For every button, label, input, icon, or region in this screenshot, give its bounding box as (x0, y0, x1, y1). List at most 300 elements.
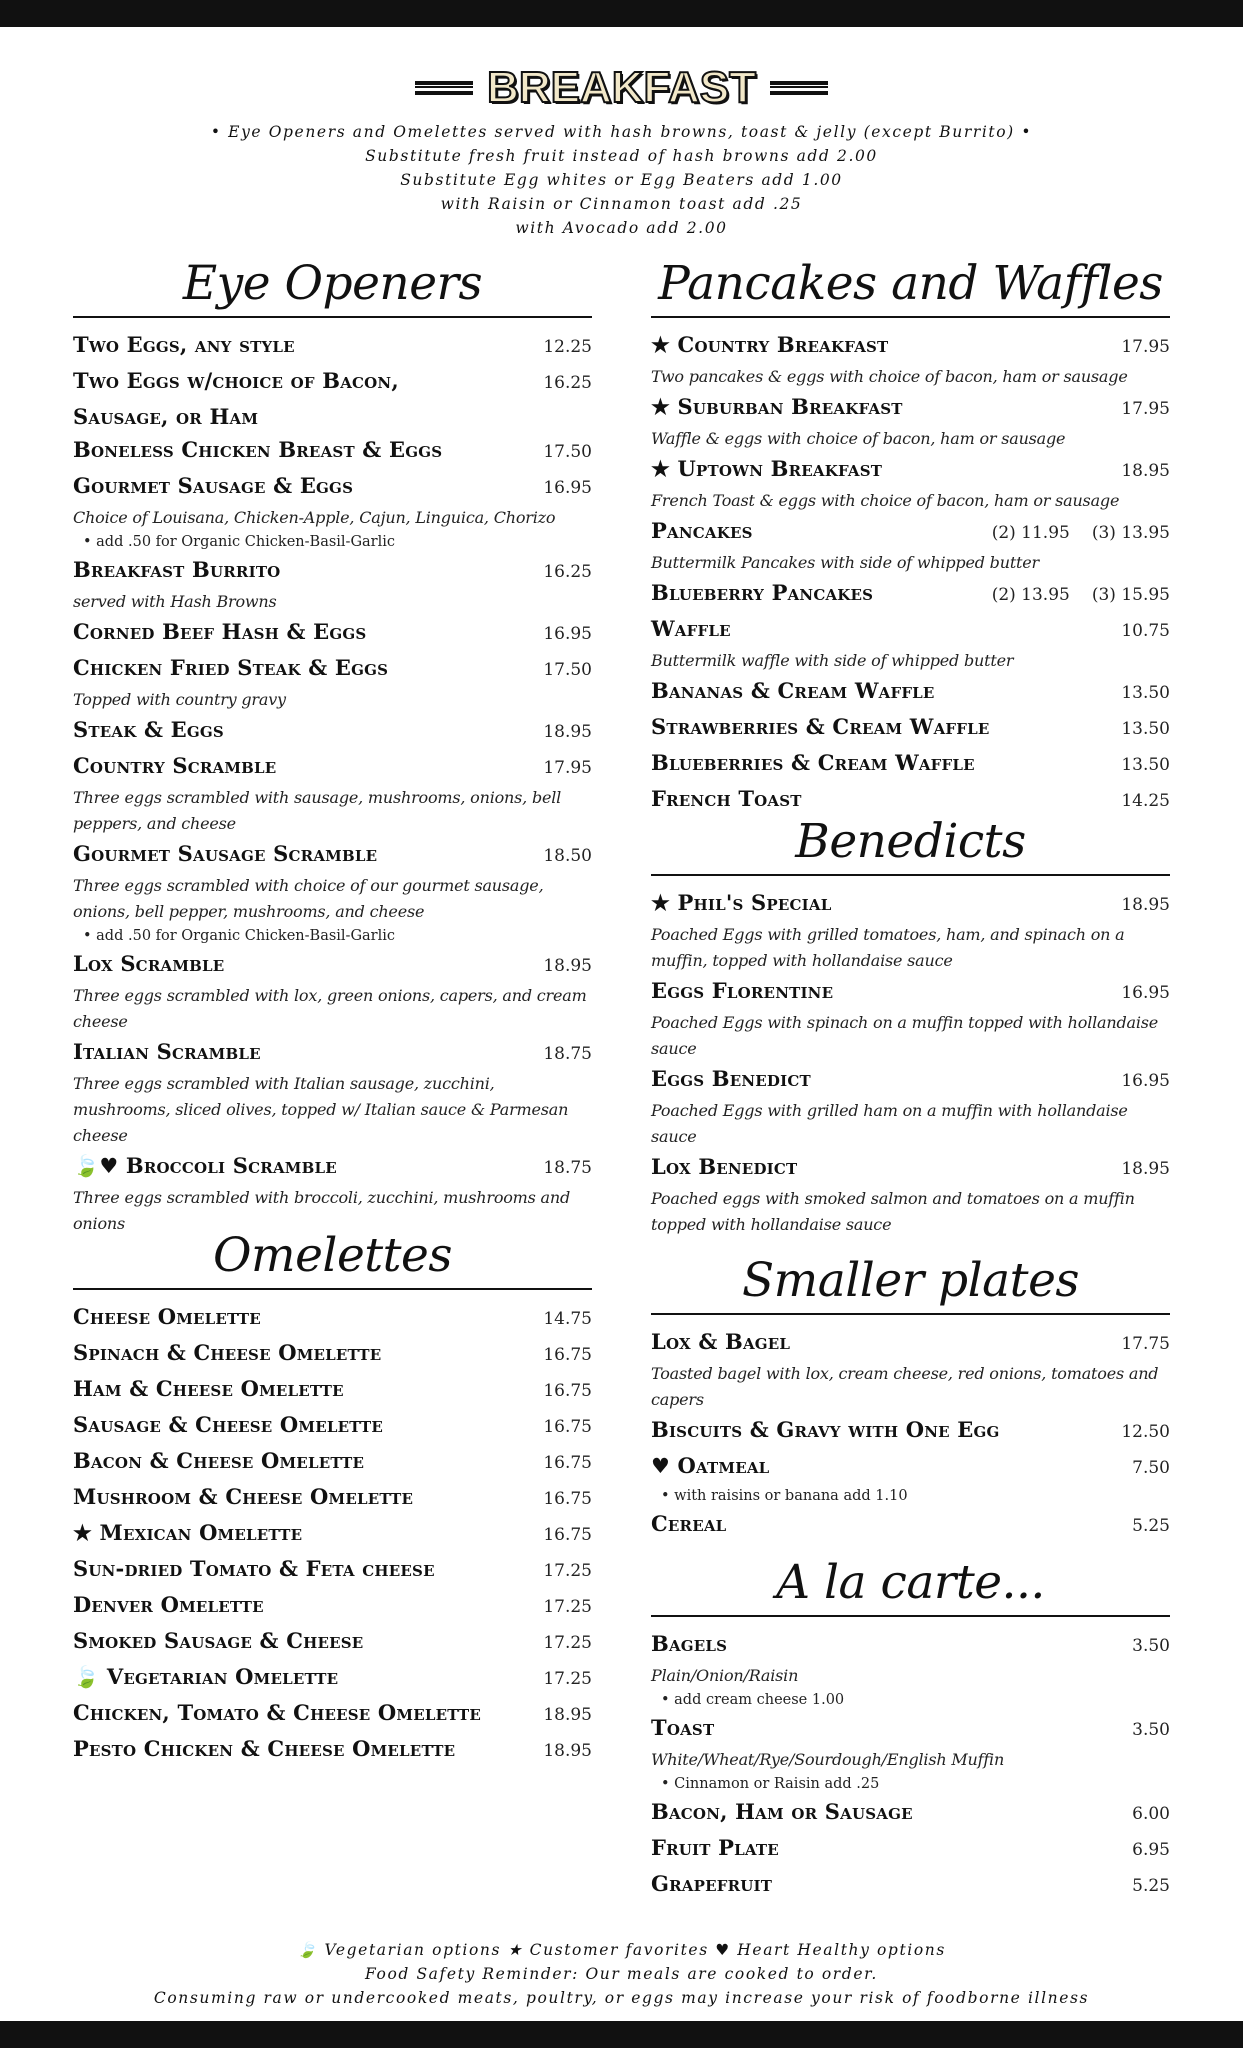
price-value: 6.95 (1132, 1840, 1170, 1860)
item-description: Three eggs scrambled with Italian sausage, zucchini, mushrooms, sliced olives, topped w/ Italian sauce & Parmesan cheese (73, 1074, 569, 1145)
price-value: 17.95 (543, 758, 592, 778)
item-name: Sausage & Cheese Omelette (73, 1412, 384, 1437)
price-value: 13.50 (1121, 755, 1170, 775)
item-price (543, 1375, 592, 1408)
item-price (543, 1038, 592, 1071)
item-name: Biscuits & Gravy with One Egg (651, 1417, 1000, 1442)
item-price (1121, 1153, 1170, 1186)
menu-item-row (73, 1624, 592, 1660)
menu-item-row (73, 364, 592, 400)
menu-item (73, 749, 592, 837)
menu-item (73, 1035, 592, 1149)
item-price (543, 1411, 592, 1444)
price-value: 18.95 (1121, 1159, 1170, 1179)
menu-item-row (73, 837, 592, 873)
menu-item-row (73, 1336, 592, 1372)
menu-item (651, 974, 1170, 1062)
menu-item-row (73, 1300, 592, 1336)
item-price (1121, 455, 1170, 488)
item-name: Lox & Bagel (651, 1329, 791, 1354)
item-name: ★ Mexican Omelette (73, 1520, 303, 1545)
price-value: 13.50 (1121, 719, 1170, 739)
menu-item (73, 713, 592, 749)
item-description: Three eggs scrambled with broccoli, zucchini, mushrooms and onions (73, 1188, 571, 1233)
item-price (543, 716, 592, 749)
menu-item-row (73, 1480, 592, 1516)
menu-item-row (651, 746, 1170, 782)
item-name: ★ Suburban Breakfast (651, 394, 903, 419)
item-price (543, 1663, 592, 1696)
title-row (0, 58, 1243, 118)
item-price (543, 1519, 592, 1552)
item-name: ♥ Oatmeal (651, 1453, 770, 1478)
item-description: Three eggs scrambled with lox, green onions, capers, and cream cheese (73, 986, 587, 1031)
item-price (1121, 889, 1170, 922)
menu-item-row (651, 1413, 1170, 1449)
item-name: Bananas & Cream Waffle (651, 678, 935, 703)
item-name: Cereal (651, 1511, 727, 1536)
menu-item-row (651, 452, 1170, 488)
item-price (1121, 749, 1170, 782)
item-price (543, 367, 592, 400)
item-price (1132, 1870, 1170, 1903)
menu-item-row (651, 1325, 1170, 1361)
header-note: with Avocado add 2.00 (515, 219, 728, 237)
menu-item (73, 615, 592, 651)
price-value: 16.75 (543, 1417, 592, 1437)
footer-legend: 🍃 Vegetarian options ★ Customer favorites ♥ Heart Healthy options (297, 1941, 946, 1959)
section-eye-openers (73, 254, 592, 1237)
price-value: 12.25 (543, 337, 592, 357)
item-name: Lox Benedict (651, 1154, 798, 1179)
price-value: 18.75 (543, 1158, 592, 1178)
item-price (543, 1591, 592, 1624)
menu-footer (0, 1938, 1243, 2010)
price-value: 16.75 (543, 1489, 592, 1509)
item-name: Bacon, Ham or Sausage (651, 1799, 913, 1824)
item-name: Italian Scramble (73, 1039, 261, 1064)
menu-item (651, 452, 1170, 514)
item-price (543, 654, 592, 687)
item-name: Spinach & Cheese Omelette (73, 1340, 382, 1365)
section-title: Benedicts (795, 814, 1026, 869)
item-name: Blueberries & Cream Waffle (651, 750, 975, 775)
price-value: 17.25 (543, 1633, 592, 1653)
item-description: served with Hash Browns (73, 592, 277, 611)
menu-item (651, 1867, 1170, 1903)
title-ornament-left (415, 81, 473, 95)
menu-item (73, 1480, 592, 1516)
item-price (1121, 393, 1170, 426)
price-value: 7.50 (1132, 1458, 1170, 1478)
section-smaller-plates (651, 1251, 1170, 1543)
item-name: Chicken Fried Steak & Eggs (73, 655, 389, 680)
footer-food-safety: Food Safety Reminder: Our meals are cooked to order. (365, 1965, 878, 1983)
price-value: 17.95 (1121, 337, 1170, 357)
price-value: 18.95 (543, 1741, 592, 1761)
item-price (1132, 1452, 1170, 1485)
item-description: Choice of Louisana, Chicken-Apple, Cajun, Linguica, Chorizo (73, 508, 556, 527)
price-value: 6.00 (1132, 1804, 1170, 1824)
menu-item (651, 390, 1170, 452)
item-price (543, 1483, 592, 1516)
price-value: 14.25 (1121, 791, 1170, 811)
item-name: ★ Phil's Special (651, 890, 832, 915)
menu-item (651, 328, 1170, 390)
item-name: 🍃 Vegetarian Omelette (73, 1664, 339, 1689)
item-addon-note: • add .50 for Organic Chicken-Basil-Garlic (83, 534, 396, 550)
menu-item (651, 1150, 1170, 1238)
item-price (543, 618, 592, 651)
price-value: 16.25 (543, 562, 592, 582)
menu-item (651, 1062, 1170, 1150)
price-value: 18.95 (1121, 895, 1170, 915)
item-price (1132, 1630, 1170, 1663)
item-name: Bagels (651, 1631, 728, 1656)
price-value: 16.75 (543, 1345, 592, 1365)
section-divider (73, 316, 592, 318)
menu-item-row (651, 1795, 1170, 1831)
price-value: 10.75 (1121, 621, 1170, 641)
price-value: 18.95 (1121, 461, 1170, 481)
item-description: Poached Eggs with grilled ham on a muffin with hollandaise sauce (651, 1101, 1128, 1146)
section-title: Smaller plates (741, 1253, 1080, 1308)
section-omelettes (73, 1226, 592, 1768)
item-price (543, 436, 592, 469)
item-price (543, 472, 592, 505)
price-value: 16.95 (1121, 983, 1170, 1003)
menu-item (651, 886, 1170, 974)
item-name: Two Eggs w/choice of Bacon, (73, 368, 399, 393)
menu-item-row (651, 1150, 1170, 1186)
menu-item (651, 710, 1170, 746)
price-value: 3.50 (1132, 1720, 1170, 1740)
item-price (1132, 1834, 1170, 1867)
item-description: Poached Eggs with grilled tomatoes, ham, and spinach on a muffin, topped with hollandaise sauce (651, 925, 1125, 970)
item-name: Bacon & Cheese Omelette (73, 1448, 365, 1473)
menu-item-row (651, 1831, 1170, 1867)
price-value: 17.25 (543, 1669, 592, 1689)
menu-item-row (651, 886, 1170, 922)
item-price (1132, 1798, 1170, 1831)
item-name: Cheese Omelette (73, 1304, 261, 1329)
menu-item-row (73, 1372, 592, 1408)
price-value: 16.25 (543, 373, 592, 393)
header-notes (0, 120, 1243, 240)
item-name: Two Eggs, any style (73, 332, 295, 357)
menu-item (651, 612, 1170, 674)
item-name: Pesto Chicken & Cheese Omelette (73, 1736, 456, 1761)
footer-warning: Consuming raw or undercooked meats, poultry, or eggs may increase your risk of foodborne illness (153, 1989, 1090, 2007)
item-name: Gourmet Sausage & Eggs (73, 473, 354, 498)
item-name: French Toast (651, 786, 802, 811)
item-name: Lox Scramble (73, 951, 225, 976)
item-name: ★ Uptown Breakfast (651, 456, 883, 481)
menu-item (651, 1325, 1170, 1413)
menu-item-row (651, 1449, 1170, 1485)
price-value: 17.95 (1121, 399, 1170, 419)
item-price (1121, 677, 1170, 710)
menu-item-row (73, 749, 592, 785)
price-value: 16.75 (543, 1381, 592, 1401)
price-value: (2) 11.95 (991, 523, 1070, 543)
item-description: Topped with country gravy (73, 690, 286, 709)
item-name: Denver Omelette (73, 1592, 264, 1617)
item-description: Two pancakes & eggs with choice of bacon, ham or sausage (651, 367, 1128, 386)
menu-item-row (73, 1408, 592, 1444)
menu-item-row (651, 1507, 1170, 1543)
menu-item (73, 553, 592, 615)
menu-item (651, 1413, 1170, 1449)
menu-item-row (651, 328, 1170, 364)
menu-header (0, 58, 1243, 240)
price-value: 3.50 (1132, 1636, 1170, 1656)
title-ornament-right (770, 81, 828, 95)
item-name: Smoked Sausage & Cheese (73, 1628, 364, 1653)
price-value: 16.75 (543, 1453, 592, 1473)
item-name: Blueberry Pancakes (651, 580, 874, 605)
item-description: Plain/Onion/Raisin (651, 1666, 799, 1685)
menu-item-row (73, 1732, 592, 1768)
menu-item (73, 1660, 592, 1696)
menu-item (651, 1507, 1170, 1543)
item-description: Toasted bagel with lox, cream cheese, red onions, tomatoes and capers (651, 1364, 1159, 1409)
item-description: Waffle & eggs with choice of bacon, ham or sausage (651, 429, 1066, 448)
menu-item-row (651, 710, 1170, 746)
item-addon-note: • add .50 for Organic Chicken-Basil-Garlic (83, 928, 396, 944)
menu-item (73, 1444, 592, 1480)
price-value: 18.75 (543, 1044, 592, 1064)
menu-item-row (73, 615, 592, 651)
menu-item (73, 1300, 592, 1336)
item-description: Buttermilk Pancakes with side of whipped butter (651, 553, 1039, 572)
item-price (543, 331, 592, 364)
item-price (543, 1555, 592, 1588)
section-divider (73, 1288, 592, 1290)
menu-item-row (651, 974, 1170, 1010)
price-value: 16.95 (543, 624, 592, 644)
item-name: Ham & Cheese Omelette (73, 1376, 344, 1401)
item-price (543, 1339, 592, 1372)
item-name: Strawberries & Cream Waffle (651, 714, 990, 739)
item-description: Three eggs scrambled with choice of our gourmet sausage, onions, bell pepper, mushrooms, and cheese (73, 876, 544, 921)
item-price (1121, 615, 1170, 648)
menu-item (73, 328, 592, 364)
price-value: 18.50 (543, 846, 592, 866)
menu-item (73, 433, 592, 469)
menu-item-row (73, 1149, 592, 1185)
menu-item-row (651, 674, 1170, 710)
section-pancakes-and-waffles (651, 254, 1170, 818)
item-name: Toast (651, 1715, 715, 1740)
menu-item-row (651, 1627, 1170, 1663)
price-value: 17.25 (543, 1561, 592, 1581)
item-price (1132, 1510, 1170, 1543)
item-description: Three eggs scrambled with sausage, mushrooms, onions, bell peppers, and cheese (73, 788, 562, 833)
item-name: Waffle (651, 616, 731, 641)
menu-item (73, 651, 592, 713)
menu-item-row (73, 1516, 592, 1552)
item-description: French Toast & eggs with choice of bacon, ham or sausage (651, 491, 1120, 510)
price-value: 13.50 (1121, 683, 1170, 703)
price-value: 12.50 (1121, 1422, 1170, 1442)
menu-item (651, 746, 1170, 782)
bottom-border-bar (0, 2021, 1243, 2048)
item-name: ★ Country Breakfast (651, 332, 889, 357)
item-addon-note: • Cinnamon or Raisin add .25 (661, 1776, 880, 1792)
item-price (543, 752, 592, 785)
item-price (543, 840, 592, 873)
item-addon-note: • add cream cheese 1.00 (661, 1692, 845, 1708)
item-price (1121, 331, 1170, 364)
item-name: 🍃♥ Broccoli Scramble (73, 1153, 337, 1178)
price-value: 17.25 (543, 1597, 592, 1617)
menu-item-row (73, 1444, 592, 1480)
menu-item-row (73, 1552, 592, 1588)
menu-item (73, 1588, 592, 1624)
menu-item-row (651, 1711, 1170, 1747)
menu-item (73, 1372, 592, 1408)
item-price (992, 579, 1170, 612)
section-title: Omelettes (213, 1228, 452, 1283)
menu-item-row (73, 947, 592, 983)
item-price (543, 950, 592, 983)
item-price (543, 1303, 592, 1336)
menu-item-row (73, 469, 592, 505)
menu-item-row (651, 1867, 1170, 1903)
menu-item (73, 1516, 592, 1552)
menu-item (651, 1627, 1170, 1711)
item-name-continued: Sausage, or Ham (73, 404, 259, 429)
item-price (1132, 1714, 1170, 1747)
menu-item-row (651, 612, 1170, 648)
price-value-large: (3) 15.95 (1091, 585, 1170, 605)
menu-item-row (73, 1696, 592, 1732)
section-divider (651, 1313, 1170, 1315)
menu-item (651, 674, 1170, 710)
item-name: Boneless Chicken Breast & Eggs (73, 437, 443, 462)
item-name: Eggs Benedict (651, 1066, 811, 1091)
item-description: Poached eggs with smoked salmon and tomatoes on a muffin topped with hollandaise sauce (651, 1189, 1135, 1234)
menu-item (73, 364, 592, 433)
item-addon-note: • with raisins or banana add 1.10 (661, 1488, 908, 1504)
price-value: 16.75 (543, 1525, 592, 1545)
price-value: 18.95 (543, 956, 592, 976)
menu-item (651, 1711, 1170, 1795)
item-description: Poached Eggs with spinach on a muffin topped with hollandaise sauce (651, 1013, 1159, 1058)
menu-item (73, 1336, 592, 1372)
menu-item-row (73, 433, 592, 469)
menu-item-row (651, 576, 1170, 612)
item-description: Buttermilk waffle with side of whipped butter (651, 651, 1014, 670)
menu-item (651, 1831, 1170, 1867)
header-note: with Raisin or Cinnamon toast add .25 (440, 195, 803, 213)
price-value: 16.95 (543, 478, 592, 498)
menu-item (73, 1732, 592, 1768)
section-title: Eye Openers (182, 256, 483, 311)
price-value: 14.75 (543, 1309, 592, 1329)
price-value: 5.25 (1132, 1516, 1170, 1536)
price-value: 17.75 (1121, 1334, 1170, 1354)
item-price (543, 1152, 592, 1185)
menu-item-row (651, 390, 1170, 426)
page-title: BREAKFAST (487, 63, 756, 112)
section-divider (651, 1615, 1170, 1617)
header-note: Substitute fresh fruit instead of hash browns add 2.00 (365, 147, 878, 165)
item-price (543, 1699, 592, 1732)
menu-item-row (651, 514, 1170, 550)
header-note: Substitute Egg whites or Egg Beaters add 1.00 (400, 171, 843, 189)
menu-item (651, 1795, 1170, 1831)
item-price (543, 556, 592, 589)
top-border-bar (0, 0, 1243, 27)
item-price (1121, 977, 1170, 1010)
menu-item (73, 947, 592, 1035)
item-price (992, 517, 1170, 550)
menu-item-row (73, 1588, 592, 1624)
menu-item-row (73, 1035, 592, 1071)
price-value: 18.95 (543, 722, 592, 742)
menu-item (651, 1449, 1170, 1507)
item-name: Sun-dried Tomato & Feta cheese (73, 1556, 435, 1581)
menu-item (651, 576, 1170, 612)
item-name: Country Scramble (73, 753, 277, 778)
section-a-la-carte (651, 1553, 1170, 1903)
menu-item (73, 1624, 592, 1660)
price-value: 17.50 (543, 442, 592, 462)
price-value: 5.25 (1132, 1876, 1170, 1896)
item-name: Corned Beef Hash & Eggs (73, 619, 367, 644)
menu-item (73, 1149, 592, 1237)
item-name: Fruit Plate (651, 1835, 779, 1860)
section-divider (651, 316, 1170, 318)
item-name: Mushroom & Cheese Omelette (73, 1484, 414, 1509)
menu-item (73, 1552, 592, 1588)
menu-item-row (73, 651, 592, 687)
menu-item-row (73, 553, 592, 589)
menu-item-row (73, 713, 592, 749)
section-title: A la carte... (776, 1555, 1045, 1610)
item-name: Eggs Florentine (651, 978, 834, 1003)
item-price (1121, 1065, 1170, 1098)
menu-item (73, 469, 592, 553)
section-divider (651, 874, 1170, 876)
item-price (1121, 1328, 1170, 1361)
item-name: Grapefruit (651, 1871, 773, 1896)
item-name: Breakfast Burrito (73, 557, 281, 582)
item-name: Pancakes (651, 518, 753, 543)
menu-item (651, 514, 1170, 576)
menu-item-row (73, 328, 592, 364)
item-name: Steak & Eggs (73, 717, 224, 742)
menu-item (73, 1408, 592, 1444)
price-value: 18.95 (543, 1705, 592, 1725)
price-value-large: (3) 13.95 (1091, 523, 1170, 543)
item-price (1121, 1416, 1170, 1449)
menu-item (73, 837, 592, 947)
item-price (543, 1447, 592, 1480)
item-price (1121, 713, 1170, 746)
price-value: 17.50 (543, 660, 592, 680)
section-benedicts (651, 812, 1170, 1238)
item-name: Chicken, Tomato & Cheese Omelette (73, 1700, 482, 1725)
item-description: White/Wheat/Rye/Sourdough/English Muffin (651, 1750, 1005, 1769)
item-price (543, 1627, 592, 1660)
item-price (543, 1735, 592, 1768)
menu-item-row (73, 1660, 592, 1696)
header-note: • Eye Openers and Omelettes served with hash browns, toast & jelly (except Burrito) • (210, 123, 1033, 141)
price-value: 16.95 (1121, 1071, 1170, 1091)
